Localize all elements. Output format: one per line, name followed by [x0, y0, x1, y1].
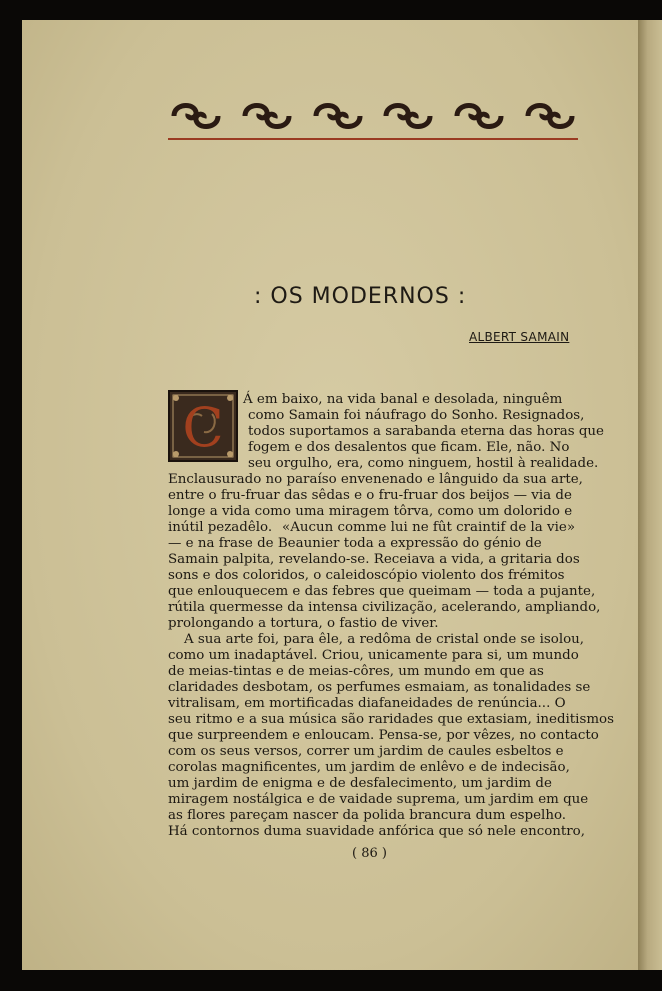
text-line: miragem nostálgica e de vaidade suprema, um jardim em que	[168, 792, 589, 807]
header-ornament	[168, 100, 578, 134]
drop-cap-letter: C	[182, 396, 224, 459]
text-line: como Samain foi náufrago do Sonho. Resignados,	[248, 408, 585, 423]
chapter-title: : OS MODERNOS :	[254, 284, 467, 309]
scroll-ornament-icon	[451, 100, 507, 132]
author-name: ALBERT SAMAIN	[469, 330, 570, 344]
scroll-ornament-icon	[310, 100, 366, 132]
text-line: corolas magnificentes, um jardim de enlêvo e de indecisão,	[168, 760, 570, 775]
text-line: que enlouquecem e das febres que queimam — toda a pujante,	[168, 584, 596, 599]
text-line: longe a vida como uma miragem tôrva, como um dolorido e	[168, 504, 573, 519]
text-line: as flores pareçam nascer da polida brancura dum espelho.	[168, 808, 567, 823]
drop-cap	[168, 390, 238, 462]
text-line: Samain palpita, revelando-se. Receiava a vida, a gritaria dos	[168, 552, 580, 567]
text-line: seu orgulho, era, como ninguem, hostil à realidade.	[248, 456, 599, 471]
quote: «Aucun comme lui ne fût craintif de la vie»	[282, 520, 576, 535]
text-line: que surpreendem e enloucam. Pensa-se, por vêzes, no contacto	[168, 728, 599, 743]
text-line: inútil pezadêlo.	[168, 520, 273, 535]
scroll-ornament-icon	[239, 100, 295, 132]
text-line: A sua arte foi, para êle, a redôma de cristal onde se isolou,	[184, 632, 585, 647]
text-line: vitralisam, em mortificadas diafaneidades de renúncia... O	[168, 696, 566, 711]
text-line: seu ritmo e a sua música são raridades que extasiam, ineditismos	[168, 712, 614, 727]
text-line: claridades desbotam, os perfumes esmaiam, as tonalidades se	[168, 680, 591, 695]
page-number: ( 86 )	[352, 846, 387, 861]
text-line: de meias-tintas e de meias-côres, um mundo em que as	[168, 664, 544, 679]
text-line: todos suportamos a sarabanda eterna das horas que	[248, 424, 604, 439]
text-line: Há contornos duma suavidade anfórica que só nele encontro,	[168, 824, 585, 839]
scroll-ornament-icon	[380, 100, 436, 132]
text-line: prolongando a tortura, o fastio de viver.	[168, 616, 439, 631]
text-line: um jardim de enigma e de desfalecimento, um jardim de	[168, 776, 552, 791]
text-line: — e na frase de Beaunier toda a expressão do génio de	[168, 536, 542, 551]
scroll-ornament-icon	[522, 100, 578, 132]
text-line: Enclausurado no paraíso envenenado e lânguido da sua arte,	[168, 472, 583, 487]
text-line: como um inadaptável. Criou, unicamente para si, um mundo	[168, 648, 579, 663]
text-line: Á em baixo, na vida banal e desolada, ninguêm	[243, 392, 563, 407]
book-spine	[638, 20, 662, 970]
text-line: entre o fru-fruar das sêdas e o fru-fruar dos beijos — via de	[168, 488, 572, 503]
scroll-ornament-icon	[168, 100, 224, 132]
text-line: fogem e dos desalentos que ficam. Ele, não. No	[248, 440, 570, 455]
text-line: rútila quermesse da intensa civilização, acelerando, ampliando,	[168, 600, 601, 615]
text-line: sons e dos coloridos, o caleidoscópio violento dos frémitos	[168, 568, 565, 583]
text-line: com os seus versos, correr um jardim de caules esbeltos e	[168, 744, 564, 759]
header-rule	[168, 138, 578, 140]
